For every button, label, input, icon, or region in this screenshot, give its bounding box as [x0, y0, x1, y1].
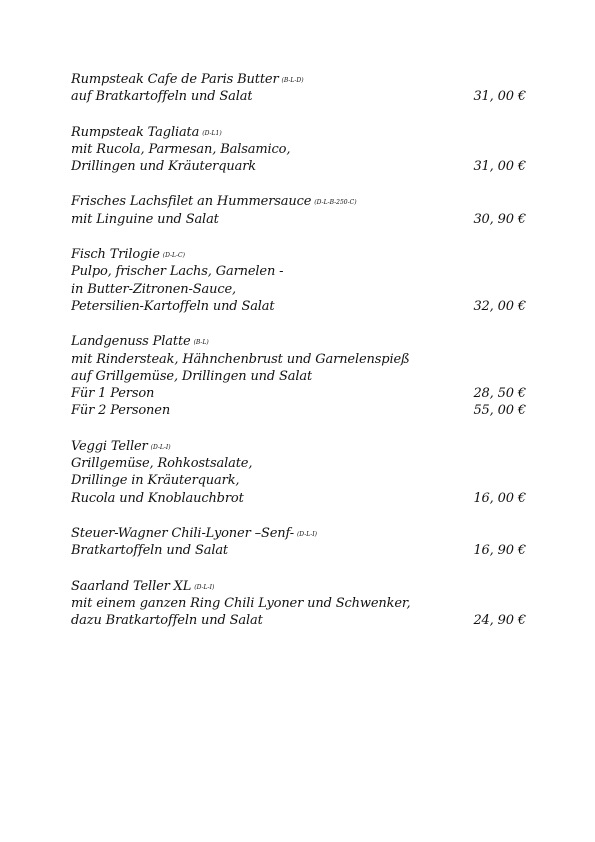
dish-title-line	[71, 124, 526, 141]
dish-description-line	[71, 368, 526, 385]
description-text: Pulpo, frischer Lachs, Garnelen -	[71, 264, 284, 280]
price: 16, 90 €	[473, 543, 526, 559]
dish-option-line	[71, 402, 526, 419]
dish-description-line	[71, 351, 526, 368]
dish-price-line	[71, 612, 526, 629]
allergen-code: (D-L-I)	[194, 583, 215, 591]
option-label: Für 2 Personen	[71, 403, 171, 419]
dish-description-line	[71, 281, 526, 298]
allergen-code: (D-L-C)	[162, 252, 185, 260]
menu-item	[71, 438, 526, 507]
allergen-code: (D-L-I)	[150, 443, 171, 451]
dish-price-line	[71, 211, 526, 228]
price: 55, 00 €	[473, 403, 526, 419]
dish-title-line	[71, 578, 526, 595]
description-text: Grillgemüse, Rohkostsalate,	[71, 456, 253, 472]
allergen-code: (D-L1)	[202, 129, 222, 137]
allergen-code: (B-L)	[193, 339, 209, 347]
price: 31, 00 €	[473, 159, 526, 175]
dish-price-line	[71, 88, 526, 105]
description-text: mit Linguine und Salat	[71, 211, 219, 227]
menu-item	[71, 525, 526, 560]
dish-description-line	[71, 263, 526, 280]
option-label: Für 1 Person	[71, 386, 155, 402]
menu-item	[71, 193, 526, 228]
dish-title-line	[71, 246, 526, 263]
dish-price-line	[71, 298, 526, 315]
dish-description-line	[71, 472, 526, 489]
dish-title-line	[71, 525, 526, 542]
dish-option-line	[71, 385, 526, 402]
allergen-code: (D-L-B-250-C)	[314, 199, 357, 207]
dish-name: Frisches Lachsfilet an Hummersauce	[71, 194, 312, 210]
dish-name: Veggi Teller	[71, 438, 148, 454]
menu-list	[71, 71, 526, 647]
dish-title-line	[71, 71, 526, 88]
menu-item	[71, 71, 526, 106]
dish-price-line	[71, 490, 526, 507]
description-text: Petersilien-Kartoffeln und Salat	[71, 298, 275, 314]
price: 28, 50 €	[473, 386, 526, 402]
dish-name: Fisch Trilogie	[71, 247, 160, 263]
allergen-code: (D-L-I)	[296, 530, 317, 538]
description-text: Bratkartoffeln und Salat	[71, 543, 229, 559]
dish-title-line	[71, 438, 526, 455]
description-text: auf Grillgemüse, Drillingen und Salat	[71, 368, 313, 384]
dish-title-line	[71, 333, 526, 350]
description-text: Drillinge in Kräuterquark,	[71, 473, 240, 489]
price: 31, 00 €	[473, 89, 526, 105]
dish-description-line	[71, 141, 526, 158]
dish-price-line	[71, 542, 526, 559]
description-text: Rucola und Knoblauchbrot	[71, 490, 244, 506]
menu-item	[71, 333, 526, 419]
dish-name: Rumpsteak Cafe de Paris Butter	[71, 72, 279, 87]
dish-name: Rumpsteak Tagliata	[71, 124, 200, 140]
dish-description-line	[71, 455, 526, 472]
price: 24, 90 €	[473, 613, 526, 629]
description-text: mit einem ganzen Ring Chili Lyoner und Schwenker,	[71, 595, 411, 611]
description-text: dazu Bratkartoffeln und Salat	[71, 613, 263, 629]
dish-name: Steuer-Wagner Chili-Lyoner –Senf-	[71, 525, 294, 541]
description-text: mit Rindersteak, Hähnchenbrust und Garnelenspieß	[71, 351, 410, 367]
dish-description-line	[71, 595, 526, 612]
description-text: Drillingen und Kräuterquark	[71, 159, 257, 175]
dish-name: Saarland Teller XL	[71, 578, 192, 594]
allergen-code: (B-L-D)	[281, 77, 304, 84]
menu-item	[71, 246, 526, 315]
description-text: mit Rucola, Parmesan, Balsamico,	[71, 141, 291, 157]
menu-item	[71, 578, 526, 630]
price: 32, 00 €	[473, 298, 526, 314]
menu-item	[71, 124, 526, 176]
price: 30, 90 €	[473, 211, 526, 227]
dish-title-line	[71, 193, 526, 210]
description-text: auf Bratkartoffeln und Salat	[71, 89, 253, 105]
dish-price-line	[71, 158, 526, 175]
dish-name: Landgenuss Platte	[71, 334, 191, 350]
price: 16, 00 €	[473, 490, 526, 506]
description-text: in Butter-Zitronen-Sauce,	[71, 281, 237, 297]
